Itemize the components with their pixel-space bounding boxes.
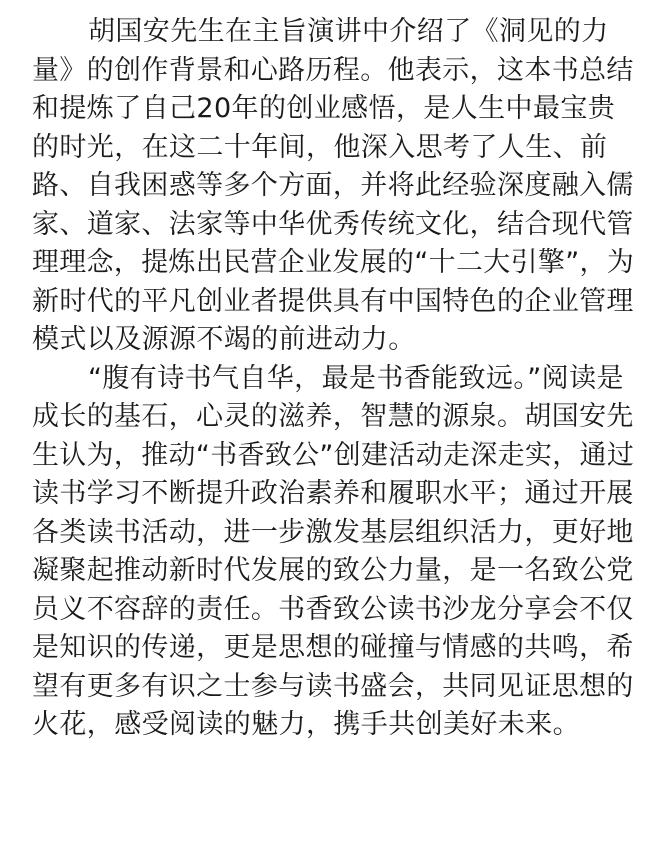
text-line: 生认为，推动“书香致公”创建活动走深走实，通过 [32, 439, 635, 471]
text-line: 路、自我困惑等多个方面，并将此经验深度融入儒 [32, 170, 634, 201]
text-line: 家、道家、法家等中华优秀传统文化，结合现代管 [32, 208, 634, 240]
text-line: 是知识的传递，更是思想的碰撞与情感的共鸣，希 [32, 632, 634, 663]
text-line: 量》的创作背景和心路历程。他表示，这本书总结 [32, 54, 634, 86]
text-line: 和提炼了自己20年的创业感悟，是人生中最宝贵 [32, 93, 616, 124]
text-line: 读书学习不断提升政治素养和履职水平；通过开展 [32, 478, 634, 509]
text-line: 成长的基石，心灵的滋养，智慧的源泉。胡国安先 [32, 401, 634, 432]
paragraph-reading [32, 360, 634, 745]
paragraph-keynote [32, 0, 634, 360]
text-line: 模式以及源源不竭的前进动力。 [32, 324, 416, 355]
text-line: “腹有诗书气自华，最是书香能致远。”阅读是 [88, 362, 624, 394]
text-line: 各类读书活动，进一步激发基层组织活力，更好地 [32, 516, 634, 548]
text-line: 凝聚起推动新时代发展的致公力量，是一名致公党 [32, 555, 634, 586]
text-line: 胡国安先生在主旨演讲中介绍了《洞见的力 [88, 16, 609, 47]
text-line: 员义不容辞的责任。书香致公读书沙龙分享会不仅 [32, 593, 634, 625]
text-line: 望有更多有识之士参与读书盛会，共同见证思想的 [32, 670, 634, 702]
text-line: 的时光，在这二十年间，他深入思考了人生、前 [32, 131, 608, 163]
text-line: 火花，感受阅读的魅力，携手共创美好未来。 [32, 709, 580, 740]
text-line: 理理念，提炼出民营企业发展的“十二大引擎”，为 [32, 247, 635, 278]
text-line: 新时代的平凡创业者提供具有中国特色的企业管理 [32, 285, 634, 317]
